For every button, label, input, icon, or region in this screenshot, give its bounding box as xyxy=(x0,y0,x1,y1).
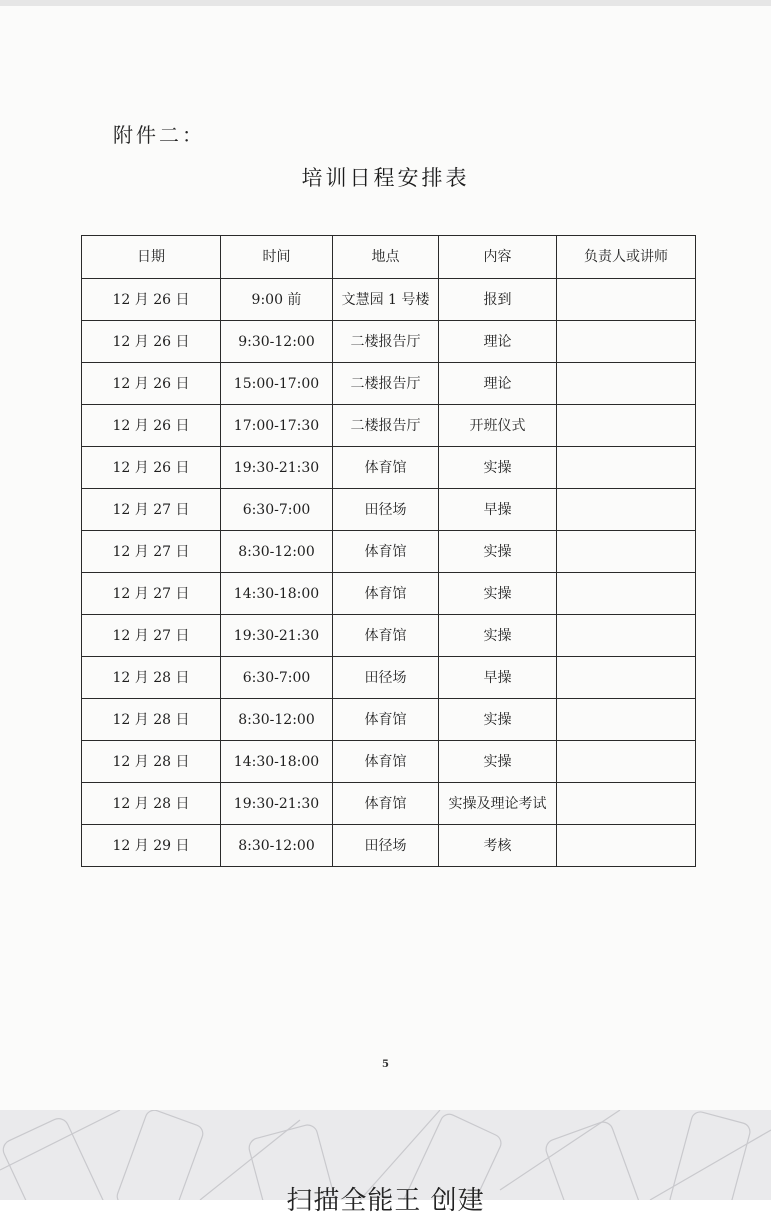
date-cell: 12 月 26 日 xyxy=(82,321,221,363)
content-cell: 开班仪式 xyxy=(439,405,557,447)
date-cell: 12 月 29 日 xyxy=(82,825,221,867)
schedule-table xyxy=(81,235,696,867)
time-cell: 8:30-12:00 xyxy=(221,825,333,867)
instructor-cell xyxy=(557,573,696,615)
time-cell: 9:00 前 xyxy=(221,279,333,321)
instructor-cell xyxy=(557,531,696,573)
location-cell: 文慧园 1 号楼 xyxy=(333,279,439,321)
date-cell: 12 月 27 日 xyxy=(82,615,221,657)
location-cell: 体育馆 xyxy=(333,615,439,657)
table-body xyxy=(82,279,696,867)
location-cell: 田径场 xyxy=(333,657,439,699)
column-header-content: 内容 xyxy=(439,236,557,279)
location-cell: 体育馆 xyxy=(333,699,439,741)
content-cell: 实操及理论考试 xyxy=(439,783,557,825)
date-cell: 12 月 28 日 xyxy=(82,783,221,825)
instructor-cell xyxy=(557,699,696,741)
table-row xyxy=(82,573,696,615)
time-cell: 8:30-12:00 xyxy=(221,531,333,573)
date-cell: 12 月 26 日 xyxy=(82,279,221,321)
table-row xyxy=(82,489,696,531)
content-cell: 实操 xyxy=(439,741,557,783)
time-cell: 6:30-7:00 xyxy=(221,489,333,531)
location-cell: 田径场 xyxy=(333,489,439,531)
content-cell: 早操 xyxy=(439,489,557,531)
time-cell: 15:00-17:00 xyxy=(221,363,333,405)
date-cell: 12 月 27 日 xyxy=(82,573,221,615)
table-row xyxy=(82,363,696,405)
instructor-cell xyxy=(557,615,696,657)
instructor-cell xyxy=(557,741,696,783)
content-cell: 实操 xyxy=(439,699,557,741)
table-row xyxy=(82,741,696,783)
column-header-time: 时间 xyxy=(221,236,333,279)
time-cell: 19:30-21:30 xyxy=(221,447,333,489)
page-number: 5 xyxy=(382,1059,389,1070)
content-cell: 理论 xyxy=(439,363,557,405)
location-cell: 体育馆 xyxy=(333,741,439,783)
instructor-cell xyxy=(557,447,696,489)
instructor-cell xyxy=(557,825,696,867)
time-cell: 9:30-12:00 xyxy=(221,321,333,363)
location-cell: 二楼报告厅 xyxy=(333,405,439,447)
date-cell: 12 月 26 日 xyxy=(82,405,221,447)
date-cell: 12 月 27 日 xyxy=(82,531,221,573)
instructor-cell xyxy=(557,363,696,405)
table-row xyxy=(82,321,696,363)
time-cell: 14:30-18:00 xyxy=(221,573,333,615)
date-cell: 12 月 27 日 xyxy=(82,489,221,531)
time-cell: 17:00-17:30 xyxy=(221,405,333,447)
location-cell: 体育馆 xyxy=(333,447,439,489)
date-cell: 12 月 28 日 xyxy=(82,741,221,783)
instructor-cell xyxy=(557,321,696,363)
instructor-cell xyxy=(557,489,696,531)
time-cell: 14:30-18:00 xyxy=(221,741,333,783)
content-cell: 报到 xyxy=(439,279,557,321)
table-row xyxy=(82,531,696,573)
date-cell: 12 月 28 日 xyxy=(82,657,221,699)
table-row xyxy=(82,615,696,657)
table-row xyxy=(82,405,696,447)
instructor-cell xyxy=(557,657,696,699)
table-row xyxy=(82,657,696,699)
attachment-label: 附件二： xyxy=(113,123,205,147)
content-cell: 实操 xyxy=(439,447,557,489)
date-cell: 12 月 26 日 xyxy=(82,363,221,405)
location-cell: 体育馆 xyxy=(333,783,439,825)
location-cell: 体育馆 xyxy=(333,573,439,615)
location-cell: 田径场 xyxy=(333,825,439,867)
column-header-instructor: 负责人或讲师 xyxy=(557,236,696,279)
content-cell: 实操 xyxy=(439,573,557,615)
table-row xyxy=(82,279,696,321)
instructor-cell xyxy=(557,783,696,825)
table-row xyxy=(82,447,696,489)
table-header-row xyxy=(82,236,696,279)
column-header-date: 日期 xyxy=(82,236,221,279)
time-cell: 6:30-7:00 xyxy=(221,657,333,699)
time-cell: 19:30-21:30 xyxy=(221,615,333,657)
table-row xyxy=(82,825,696,867)
content-cell: 实操 xyxy=(439,531,557,573)
location-cell: 体育馆 xyxy=(333,531,439,573)
scanner-watermark-text: 扫描全能王 创建 xyxy=(286,1186,485,1216)
instructor-cell xyxy=(557,405,696,447)
column-header-location: 地点 xyxy=(333,236,439,279)
time-cell: 8:30-12:00 xyxy=(221,699,333,741)
content-cell: 早操 xyxy=(439,657,557,699)
date-cell: 12 月 26 日 xyxy=(82,447,221,489)
table-row xyxy=(82,783,696,825)
date-cell: 12 月 28 日 xyxy=(82,699,221,741)
content-cell: 实操 xyxy=(439,615,557,657)
content-cell: 考核 xyxy=(439,825,557,867)
location-cell: 二楼报告厅 xyxy=(333,321,439,363)
document-title: 培训日程安排表 xyxy=(301,166,470,190)
content-cell: 理论 xyxy=(439,321,557,363)
instructor-cell xyxy=(557,279,696,321)
table-row xyxy=(82,699,696,741)
time-cell: 19:30-21:30 xyxy=(221,783,333,825)
location-cell: 二楼报告厅 xyxy=(333,363,439,405)
